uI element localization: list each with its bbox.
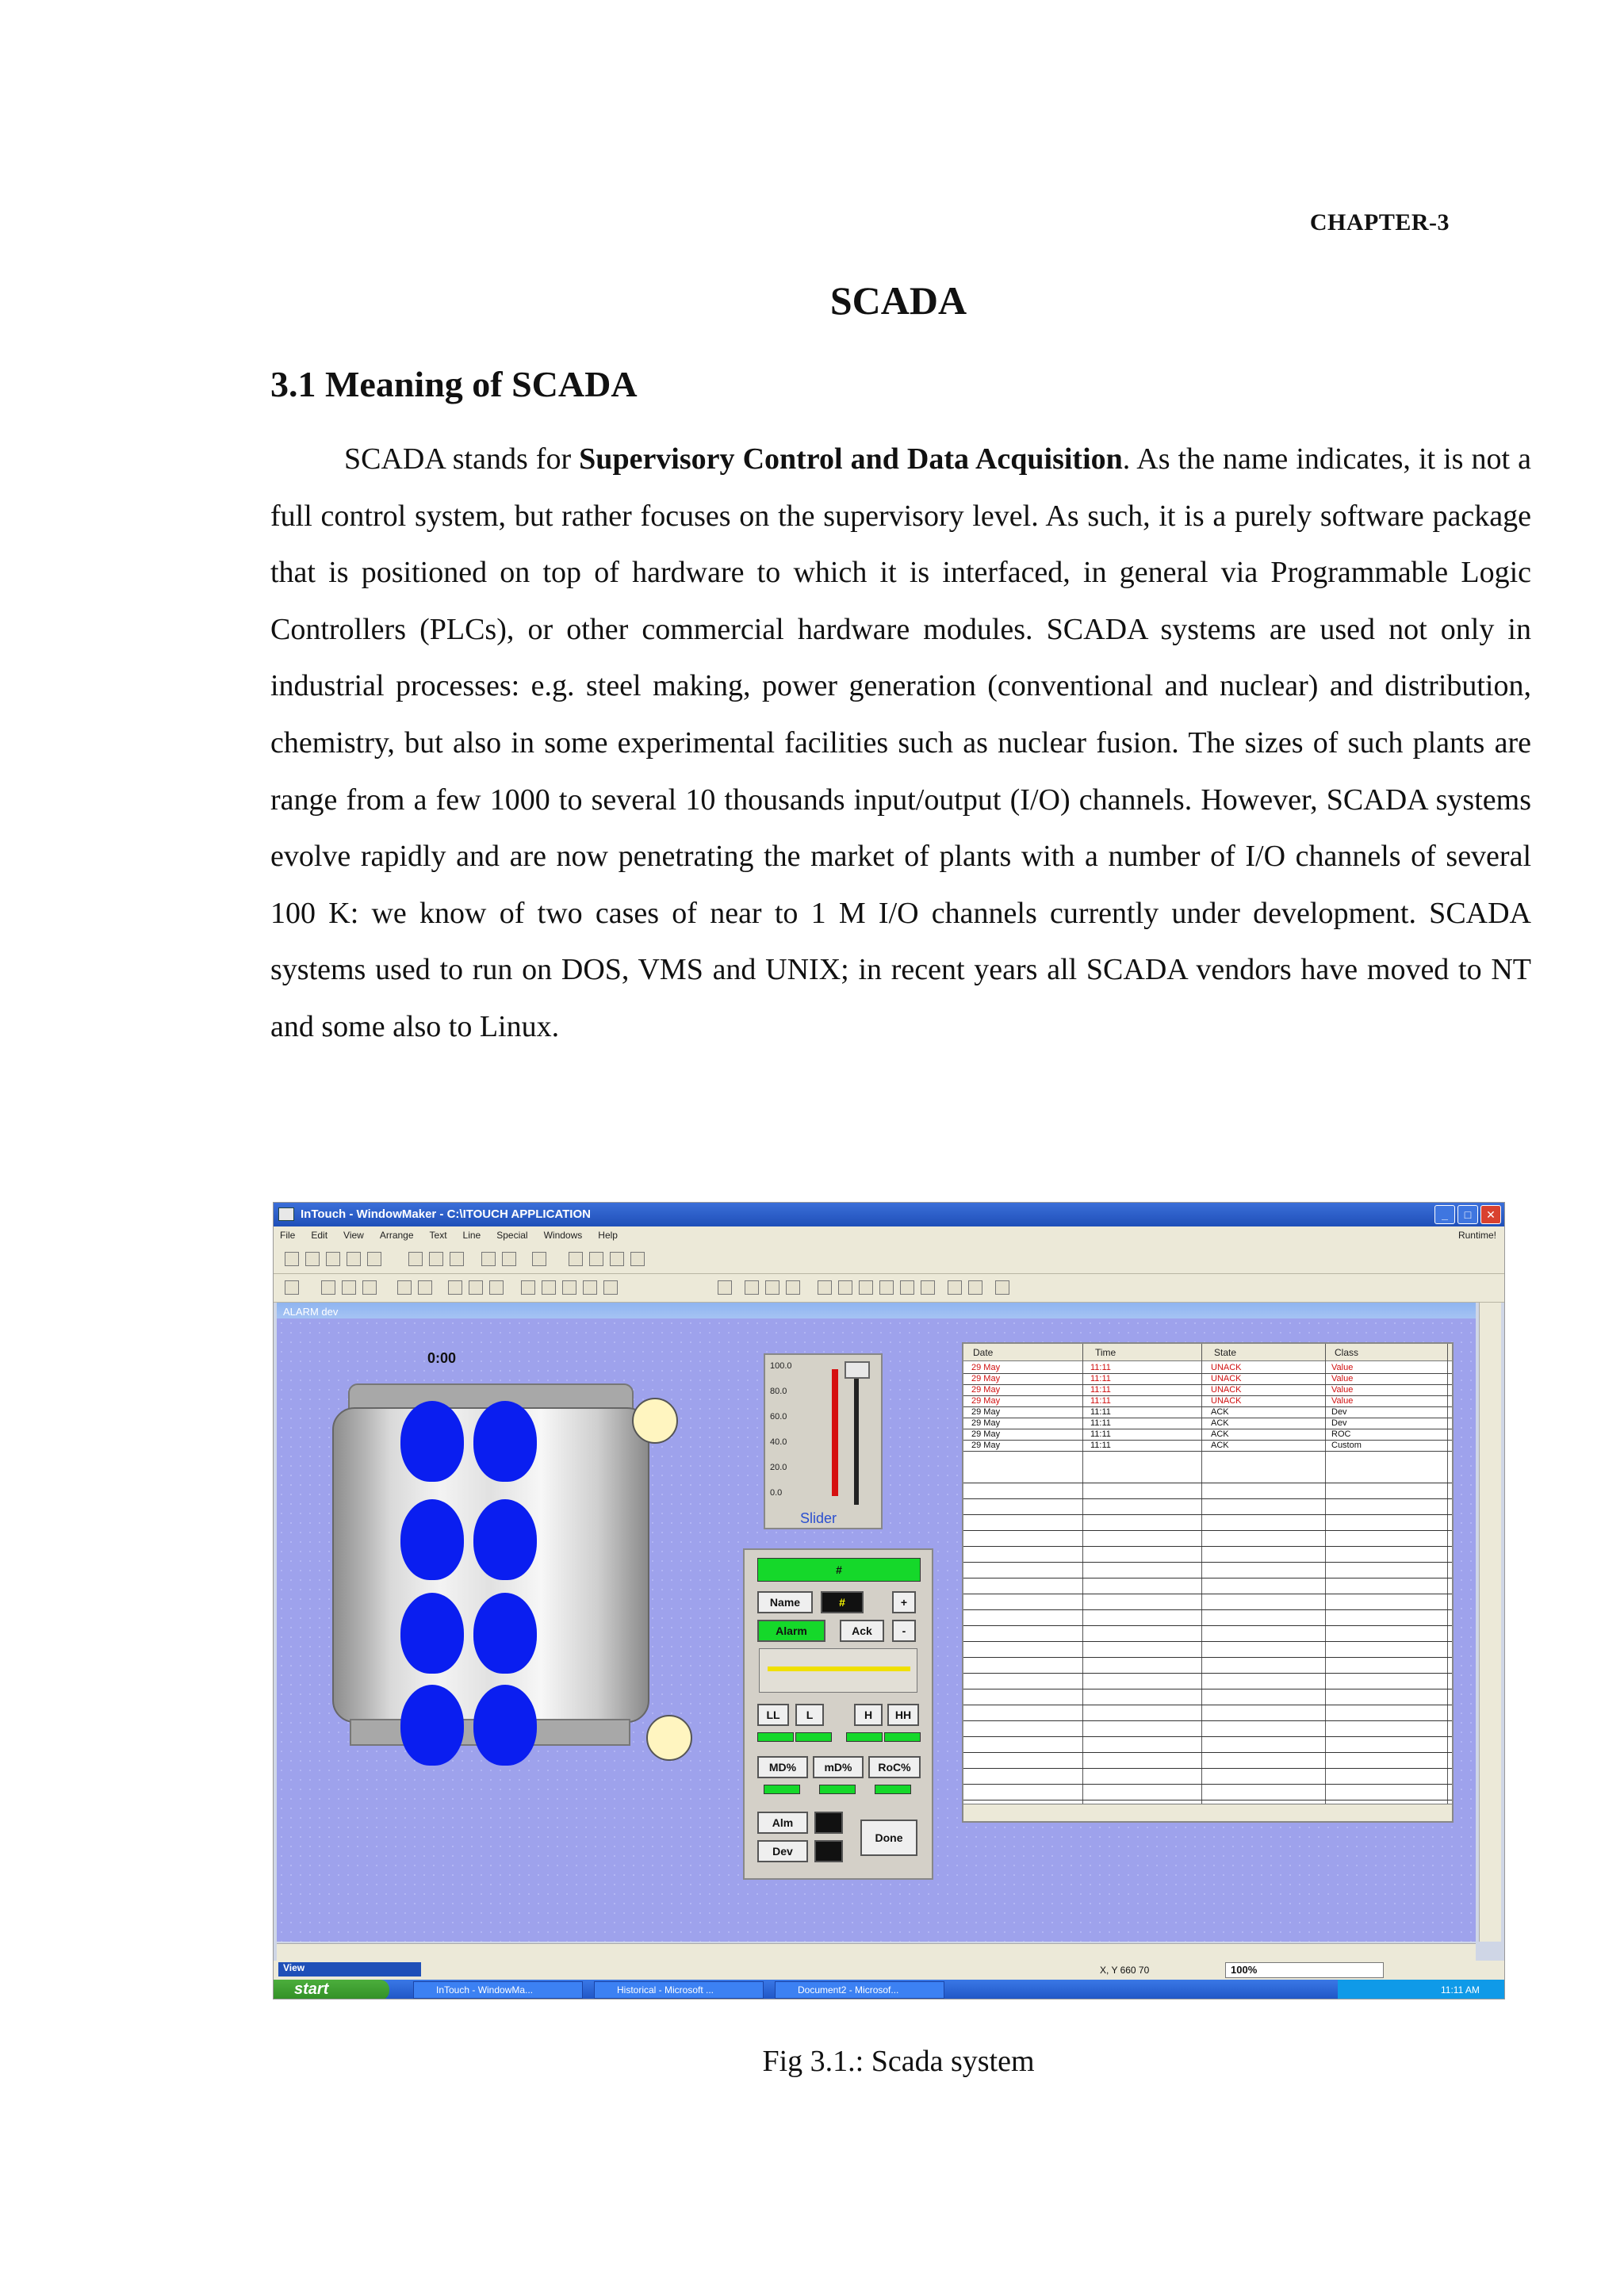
paragraph-intro: SCADA stands for bbox=[344, 442, 580, 476]
time-cell: 11:11 bbox=[1090, 1374, 1111, 1383]
undo-icon[interactable] bbox=[481, 1252, 496, 1266]
cross-reference-icon[interactable] bbox=[610, 1252, 624, 1266]
italic-icon[interactable] bbox=[342, 1280, 356, 1295]
alarm-control-panel bbox=[743, 1548, 933, 1880]
underline-icon[interactable] bbox=[362, 1280, 377, 1295]
line-tool-icon[interactable] bbox=[818, 1280, 832, 1295]
class-cell: Custom bbox=[1331, 1441, 1362, 1450]
save-icon[interactable] bbox=[347, 1252, 361, 1266]
slider-label: Slider bbox=[800, 1510, 837, 1526]
historical-trend-icon[interactable] bbox=[968, 1280, 982, 1295]
windows-taskbar bbox=[274, 1980, 1504, 1999]
class-cell: Value bbox=[1331, 1385, 1354, 1395]
tank-blob bbox=[400, 1499, 464, 1580]
class-cell: Value bbox=[1331, 1363, 1354, 1372]
empty-row bbox=[963, 1705, 1452, 1721]
menu-arrange[interactable]: Arrange bbox=[379, 1230, 414, 1241]
indicator-lamp-top bbox=[632, 1398, 678, 1444]
menu-line[interactable]: Line bbox=[462, 1230, 481, 1241]
start-button[interactable]: start bbox=[274, 1980, 389, 1999]
bold-icon[interactable] bbox=[321, 1280, 335, 1295]
paste-icon[interactable] bbox=[450, 1252, 464, 1266]
minimize-button[interactable]: _ bbox=[1434, 1205, 1455, 1224]
column-header-time[interactable]: Time bbox=[1095, 1347, 1116, 1358]
time-cell: 11:11 bbox=[1090, 1385, 1111, 1395]
minus-button[interactable]: - bbox=[892, 1620, 916, 1642]
ll-button[interactable]: LL bbox=[757, 1704, 789, 1726]
state-cell: ACK bbox=[1211, 1429, 1229, 1439]
column-header-state[interactable]: State bbox=[1214, 1347, 1237, 1358]
empty-row bbox=[963, 1578, 1452, 1594]
status-bar bbox=[274, 1961, 1504, 1980]
scale-label: 80.0 bbox=[770, 1387, 787, 1396]
rectangle-tool-icon[interactable] bbox=[745, 1280, 759, 1295]
empty-row bbox=[963, 1515, 1452, 1531]
state-cell: ACK bbox=[1211, 1441, 1229, 1450]
taskbar-item-intouch[interactable]: InTouch - WindowMa... bbox=[413, 1981, 583, 1999]
figure-caption: Fig 3.1.: Scada system bbox=[762, 2045, 1035, 2078]
name-button[interactable]: Name bbox=[757, 1591, 813, 1613]
standard-toolbar bbox=[274, 1246, 1504, 1274]
empty-row bbox=[963, 1689, 1452, 1705]
time-cell: 11:11 bbox=[1090, 1363, 1111, 1372]
window-titlebar bbox=[274, 1203, 1504, 1226]
scale-label: 100.0 bbox=[770, 1361, 792, 1371]
menu-windows[interactable]: Windows bbox=[543, 1230, 583, 1241]
hh-led bbox=[884, 1732, 921, 1742]
menu-help[interactable]: Help bbox=[598, 1230, 618, 1241]
align-center-icon[interactable] bbox=[469, 1280, 483, 1295]
menu-edit[interactable]: Edit bbox=[311, 1230, 328, 1241]
scada-screenshot-figure bbox=[273, 1202, 1505, 1999]
state-cell: UNACK bbox=[1211, 1396, 1242, 1406]
ack-button[interactable]: Ack bbox=[840, 1620, 884, 1642]
runtime-switch[interactable]: Runtime! bbox=[1457, 1230, 1496, 1241]
slider-thumb[interactable] bbox=[845, 1361, 870, 1379]
window-color-icon[interactable] bbox=[583, 1280, 597, 1295]
menu-bar bbox=[274, 1226, 1504, 1246]
empty-row bbox=[963, 1547, 1452, 1563]
table-header bbox=[963, 1344, 1452, 1361]
empty-row bbox=[963, 1674, 1452, 1689]
text-color-icon[interactable] bbox=[562, 1280, 576, 1295]
bitmap-icon[interactable] bbox=[630, 1252, 645, 1266]
state-cell: UNACK bbox=[1211, 1363, 1242, 1372]
slider-level-bar bbox=[832, 1369, 838, 1496]
hv-line-tool-icon[interactable] bbox=[838, 1280, 852, 1295]
close-button[interactable]: ✕ bbox=[1480, 1205, 1501, 1224]
copy-icon[interactable] bbox=[429, 1252, 443, 1266]
md-button[interactable]: MD% bbox=[757, 1756, 808, 1778]
app-icon bbox=[278, 1207, 294, 1221]
table-horizontal-scrollbar[interactable] bbox=[963, 1804, 1452, 1821]
column-header-class[interactable]: Class bbox=[1335, 1347, 1359, 1358]
tank-blob bbox=[473, 1685, 537, 1766]
table-row[interactable] bbox=[963, 1407, 1452, 1418]
print-icon[interactable] bbox=[532, 1252, 546, 1266]
tank-blob bbox=[473, 1593, 537, 1674]
open-icon[interactable] bbox=[305, 1252, 320, 1266]
class-cell: ROC bbox=[1331, 1429, 1351, 1439]
vertical-scrollbar[interactable] bbox=[1479, 1303, 1501, 1942]
tank-blob bbox=[400, 1685, 464, 1766]
zoom-select[interactable]: 100% bbox=[1225, 1962, 1384, 1978]
table-row[interactable] bbox=[963, 1429, 1452, 1441]
mdp-button[interactable]: mD% bbox=[813, 1756, 864, 1778]
scale-label: 60.0 bbox=[770, 1412, 787, 1422]
scale-label: 40.0 bbox=[770, 1437, 787, 1447]
table-row[interactable] bbox=[963, 1363, 1452, 1374]
ellipse-tool-icon[interactable] bbox=[786, 1280, 800, 1295]
realtime-trend-icon[interactable] bbox=[948, 1280, 962, 1295]
rounded-rect-tool-icon[interactable] bbox=[765, 1280, 779, 1295]
new-icon[interactable] bbox=[285, 1252, 299, 1266]
state-cell: UNACK bbox=[1211, 1385, 1242, 1395]
taskbar-item-historical[interactable]: Historical - Microsoft ... bbox=[594, 1981, 764, 1999]
done-button[interactable]: Done bbox=[860, 1820, 917, 1856]
user-icon[interactable] bbox=[603, 1280, 618, 1295]
empty-row bbox=[963, 1610, 1452, 1626]
hh-button[interactable]: HH bbox=[887, 1704, 919, 1726]
alarm-summary-table[interactable] bbox=[962, 1342, 1454, 1823]
empty-row bbox=[963, 1563, 1452, 1578]
fill-color-icon[interactable] bbox=[542, 1280, 556, 1295]
section-heading: 3.1 Meaning of SCADA bbox=[270, 364, 638, 404]
maximize-button[interactable]: □ bbox=[1457, 1205, 1478, 1224]
roc-led bbox=[875, 1785, 911, 1794]
polygon-tool-icon[interactable] bbox=[879, 1280, 894, 1295]
empty-row bbox=[963, 1642, 1452, 1658]
column-header-date[interactable]: Date bbox=[973, 1347, 994, 1358]
slider-track[interactable] bbox=[854, 1366, 859, 1505]
align-left-icon[interactable] bbox=[448, 1280, 462, 1295]
class-cell: Dev bbox=[1331, 1418, 1347, 1428]
alm-button[interactable]: Alm bbox=[757, 1812, 808, 1834]
select-pointer-icon[interactable] bbox=[718, 1280, 732, 1295]
time-cell: 11:11 bbox=[1090, 1407, 1111, 1417]
time-cell: 11:11 bbox=[1090, 1396, 1111, 1406]
empty-row bbox=[963, 1785, 1452, 1800]
plus-button[interactable]: + bbox=[892, 1591, 916, 1613]
paragraph-rest: . As the name indicates, it is not a full control system, but rather focuses on the supervisory level. As such, it is a purely software package that is positioned on top of hardware to which it is interfaced, in general via Programmable Logic Controllers (PLCs), or other commercial hardware modules. SCADA systems are used not only in industrial processes: e.g. steel making, power generation (conventional and nuclear) and distribution, chemistry, but also in some experimental facilities such as nuclear fusion. The sizes of such plants are range from a few 1000 to several 10 thousands input/output (I/O) channels. However, SCADA systems evolve rapidly and are now penetrating the market of plants with a number of I/O channels of several 100 K: we know of two cases of near to 1 M I/O channels currently under development. SCADA systems used to run on DOS, VMS and UNIX; in recent years all SCADA vendors have moved to NT and some also to Linux. bbox=[270, 442, 1531, 1043]
date-cell: 29 May bbox=[971, 1441, 1001, 1450]
md-led bbox=[764, 1785, 800, 1794]
l-led bbox=[795, 1732, 832, 1742]
date-cell: 29 May bbox=[971, 1363, 1001, 1372]
canvas-window-header: ALARM dev bbox=[277, 1303, 1476, 1322]
l-button[interactable]: L bbox=[795, 1704, 824, 1726]
table-row[interactable] bbox=[963, 1374, 1452, 1385]
horizontal-scrollbar[interactable] bbox=[277, 1943, 1476, 1961]
tagname-icon[interactable] bbox=[589, 1252, 603, 1266]
roc-button[interactable]: RoC% bbox=[868, 1756, 921, 1778]
mdp-led bbox=[819, 1785, 856, 1794]
page-title: SCADA bbox=[829, 278, 967, 323]
deviation-scale bbox=[759, 1648, 917, 1693]
line-color-icon[interactable] bbox=[521, 1280, 535, 1295]
dev-value bbox=[814, 1840, 843, 1862]
slider-control[interactable] bbox=[764, 1353, 883, 1529]
cut-icon[interactable] bbox=[408, 1252, 423, 1266]
empty-row bbox=[963, 1658, 1452, 1674]
menu-text[interactable]: Text bbox=[429, 1230, 447, 1241]
tank-blob bbox=[400, 1593, 464, 1674]
align-icon[interactable] bbox=[285, 1280, 299, 1295]
empty-row bbox=[963, 1531, 1452, 1547]
chapter-label: CHAPTER-3 bbox=[1309, 209, 1450, 235]
state-cell: ACK bbox=[1211, 1418, 1229, 1428]
body-paragraph bbox=[270, 431, 1531, 1056]
tank-blob bbox=[473, 1401, 537, 1482]
time-cell: 11:11 bbox=[1090, 1429, 1111, 1439]
time-cell: 11:11 bbox=[1090, 1418, 1111, 1428]
redo-icon[interactable] bbox=[502, 1252, 516, 1266]
wizard-icon[interactable] bbox=[569, 1252, 583, 1266]
table-row[interactable] bbox=[963, 1418, 1452, 1429]
tank-blob bbox=[400, 1401, 464, 1482]
button-tool-icon[interactable] bbox=[995, 1280, 1009, 1295]
save-all-icon[interactable] bbox=[367, 1252, 381, 1266]
empty-row bbox=[963, 1594, 1452, 1610]
timer-display: 0:00 bbox=[427, 1350, 457, 1366]
clock[interactable]: 11:11 AM bbox=[1441, 1984, 1480, 1996]
date-cell: 29 May bbox=[971, 1385, 1001, 1395]
scale-label: 20.0 bbox=[770, 1463, 787, 1472]
date-cell: 29 May bbox=[971, 1407, 1001, 1417]
window-buttons bbox=[1434, 1205, 1501, 1224]
tank-blob bbox=[473, 1499, 537, 1580]
ll-led bbox=[757, 1732, 794, 1742]
date-cell: 29 May bbox=[971, 1374, 1001, 1383]
empty-row bbox=[963, 1769, 1452, 1785]
drawing-canvas[interactable] bbox=[277, 1318, 1476, 1942]
font-larger-icon[interactable] bbox=[418, 1280, 432, 1295]
cursor-coordinates: X, Y 660 70 bbox=[1100, 1965, 1150, 1976]
date-cell: 29 May bbox=[971, 1418, 1001, 1428]
folder-icon[interactable] bbox=[326, 1252, 340, 1266]
class-cell: Value bbox=[1331, 1396, 1354, 1406]
menu-special[interactable]: Special bbox=[496, 1230, 528, 1241]
date-cell: 29 May bbox=[971, 1396, 1001, 1406]
time-cell: 11:11 bbox=[1090, 1441, 1111, 1450]
name-value: # bbox=[821, 1591, 864, 1613]
menu-file[interactable]: File bbox=[280, 1230, 296, 1241]
font-smaller-icon[interactable] bbox=[397, 1280, 412, 1295]
table-row[interactable] bbox=[963, 1396, 1452, 1407]
date-cell: 29 May bbox=[971, 1429, 1001, 1439]
window-title: InTouch - WindowMaker - C:\ITOUCH APPLICATION bbox=[301, 1207, 591, 1221]
class-cell: Value bbox=[1331, 1374, 1354, 1383]
format-toolbar bbox=[274, 1274, 1504, 1303]
indicator-lamp-bottom bbox=[646, 1715, 692, 1761]
dev-button[interactable]: Dev bbox=[757, 1840, 808, 1862]
polyline-tool-icon[interactable] bbox=[859, 1280, 873, 1295]
empty-row bbox=[963, 1721, 1452, 1737]
taskbar-item-document[interactable]: Document2 - Microsof... bbox=[775, 1981, 944, 1999]
panel-caption: # bbox=[757, 1558, 921, 1582]
empty-row bbox=[963, 1468, 1452, 1483]
alarm-button[interactable]: Alarm bbox=[757, 1620, 825, 1642]
align-right-icon[interactable] bbox=[489, 1280, 504, 1295]
scale-label: 0.0 bbox=[770, 1488, 783, 1498]
empty-row bbox=[963, 1483, 1452, 1499]
menu-view[interactable]: View bbox=[343, 1230, 364, 1241]
deviation-bar bbox=[768, 1667, 910, 1671]
h-button[interactable]: H bbox=[854, 1704, 883, 1726]
class-cell: Dev bbox=[1331, 1407, 1347, 1417]
alm-value bbox=[814, 1812, 843, 1834]
empty-row bbox=[963, 1499, 1452, 1515]
state-cell: UNACK bbox=[1211, 1374, 1242, 1383]
system-tray bbox=[1338, 1980, 1504, 1999]
bitmap-tool-icon[interactable] bbox=[921, 1280, 935, 1295]
h-led bbox=[846, 1732, 883, 1742]
text-tool-icon[interactable] bbox=[900, 1280, 914, 1295]
state-cell: ACK bbox=[1211, 1407, 1229, 1417]
table-row[interactable] bbox=[963, 1441, 1452, 1452]
empty-row bbox=[963, 1626, 1452, 1642]
table-row[interactable] bbox=[963, 1385, 1452, 1396]
empty-row bbox=[963, 1753, 1452, 1769]
view-panel-label[interactable]: View bbox=[278, 1962, 421, 1976]
empty-row bbox=[963, 1737, 1452, 1753]
paragraph-bold-term: Supervisory Control and Data Acquisition bbox=[579, 442, 1123, 476]
